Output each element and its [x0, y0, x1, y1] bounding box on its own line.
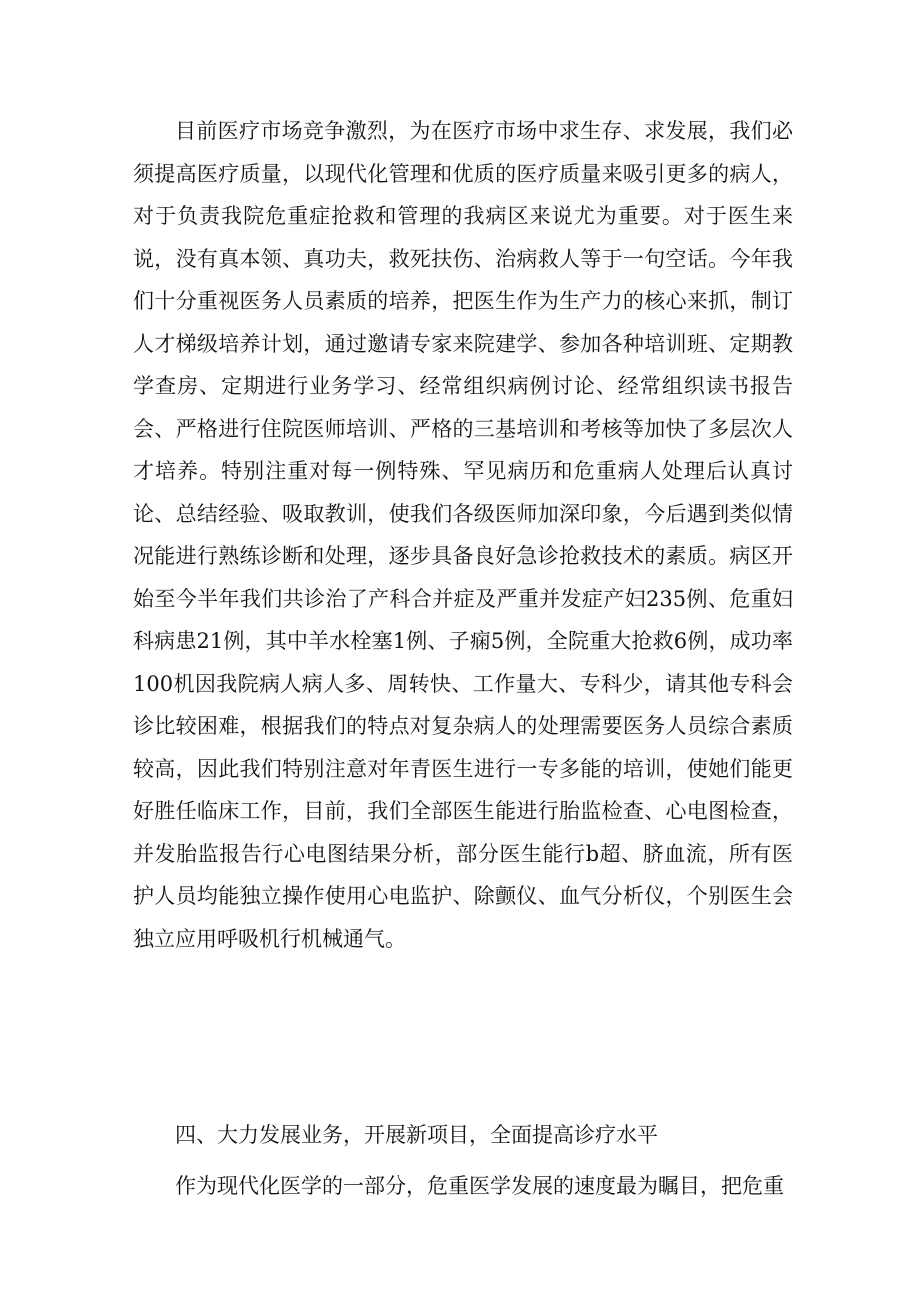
section-heading: 四、大力发展业务，开展新项目，全面提高诊疗水平 [175, 1123, 658, 1147]
body-paragraph: 目前医疗市场竞争激烈，为在医疗市场中求生存、求发展，我们必须提高医疗质量，以现代化管理和优质的医疗质量来吸引更多的病人，对于负责我院危重症抢救和管理的我病区来说尤为重要。对于医生来说，没有真本领、真功夫，救死扶伤、治病救人等于一句空话。今年我们十分重视医务人员素质的培养，把医生作为生产力的核心来抓，制订人才梯级培养计划，通过邀请专家来院建学、参加各种培训班、定期教学查房、定期进行业务学习、经常组织病例讨论、经常组织读书报告会、严格进行住院医师培训、严格的三基培训和考核等加快了多层次人才培养。特别注重对每一例特殊、罕见病历和危重病人处理后认真讨论、总结经验、吸取教训，使我们各级医师加深印象，今后遇到类似情况能进行熟练诊断和处理，逐步具备良好急诊抢救技术的素质。病区开始至今半年我们共诊治了产科合并症及严重并发症产妇235例、危重妇科病患21例，其中羊水栓塞1例、子痫5例，全院重大抢救6例，成功率100机因我院病人病人多、周转快、工作量大、专科少，请其他专科会诊比较困难，根据我们的特点对复杂病人的处理需要医务人员综合素质较高，因此我们特别注意对年青医生进行一专多能的培训，使她们能更好胜任临床工作，目前，我们全部医生能进行胎监检查、心电图检查，并发胎监报告行心电图结果分析，部分医生能行b超、脐血流，所有医护人员均能独立操作使用心电监护、除颤仪、血气分析仪，个别医生会独立应用呼吸机行机械通气。 [133, 119, 793, 951]
body-paragraph-continued: 作为现代化医学的一部分，危重医学发展的速度最为瞩目，把危重 [175, 1174, 784, 1198]
